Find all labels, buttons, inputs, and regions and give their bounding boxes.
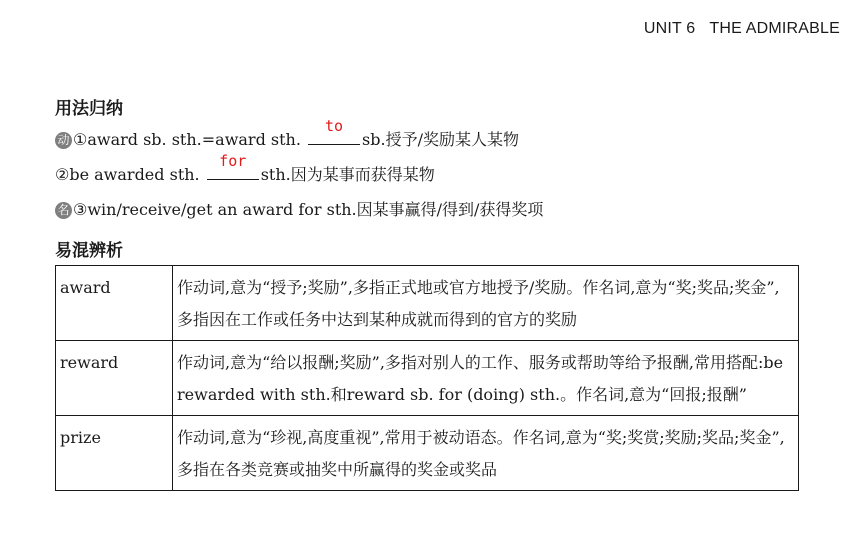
usage-line-2 — [55, 152, 435, 186]
description-cell: 作动词,意为“授予;奖励”,多指正式地或官方地授予/奖励。作名词,意为“奖;奖品;奖金”,多指因在工作或任务中达到某种成就而得到的官方的奖励 — [173, 266, 799, 341]
usage-line-3 — [55, 199, 543, 221]
noun-badge: 名 — [55, 202, 72, 219]
usage-line-3-text: ③win/receive/get an award for sth.因某事赢得/得到/获得奖项 — [73, 200, 544, 219]
term-cell: award — [56, 266, 173, 341]
table-row — [56, 341, 799, 416]
verb-badge: 动 — [55, 132, 72, 149]
term-cell: reward — [56, 341, 173, 416]
usage-line-2-before: ②be awarded sth. — [55, 165, 205, 184]
answer-text: to — [325, 117, 344, 135]
description-cell: 作动词,意为“珍视,高度重视”,常用于被动语态。作名词,意为“奖;奖赏;奖励;奖品;奖金”,多指在各类竞赛或抽奖中所赢得的奖金或奖品 — [173, 416, 799, 491]
usage-line-1-before: ①award sb. sth.=award sth. — [73, 130, 307, 149]
answer-text: for — [219, 152, 247, 170]
unit-header — [644, 20, 840, 38]
usage-section-title: 用法归纳 — [55, 99, 123, 119]
comparison-table — [55, 265, 799, 491]
answer-blank — [308, 117, 360, 145]
term-cell: prize — [56, 416, 173, 491]
unit-title: THE ADMIRABLE — [709, 20, 840, 37]
comparison-section-title: 易混辨析 — [55, 241, 123, 261]
table-row — [56, 416, 799, 491]
description-cell: 作动词,意为“给以报酬;奖励”,多指对别人的工作、服务或帮助等给予报酬,常用搭配:be rewarded with sth.和reward sb. for (doing) sth.。作名词,意为“回报;报酬” — [173, 341, 799, 416]
usage-line-1 — [55, 117, 519, 151]
usage-line-1-after: sb.授予/奖励某人某物 — [362, 130, 519, 149]
table-row — [56, 266, 799, 341]
unit-number: UNIT 6 — [643, 20, 696, 37]
answer-blank — [207, 152, 259, 180]
usage-line-2-after: sth.因为某事而获得某物 — [260, 165, 435, 184]
